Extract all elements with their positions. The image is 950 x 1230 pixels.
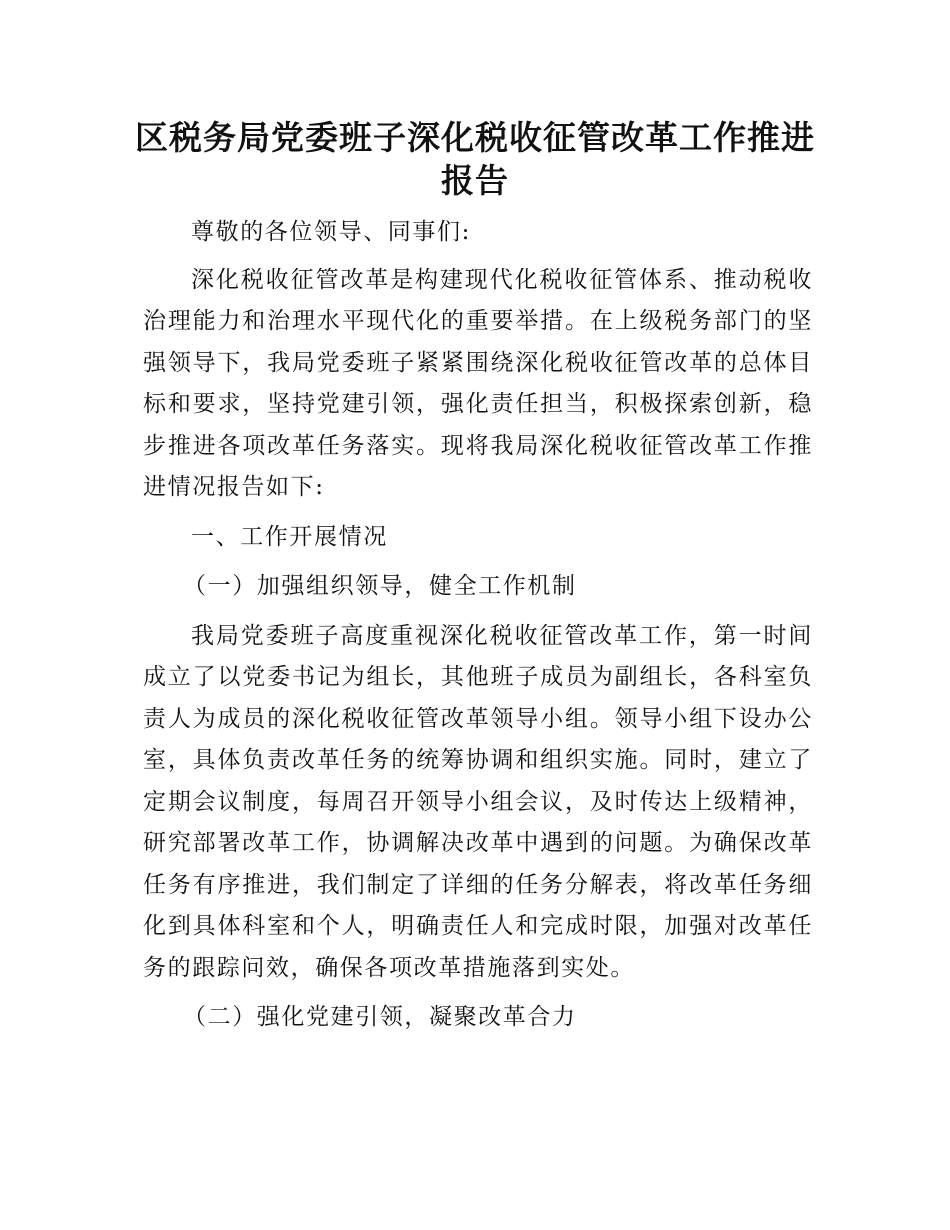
salutation: 尊敬的各位领导、同事们: — [191, 219, 471, 245]
document-title-line-1: 区税务局党委班子深化税收征管改革工作推进 — [135, 118, 815, 157]
section-heading-1: 一、工作开展情况 — [191, 523, 388, 550]
intro-paragraph: 深化税收征管改革是构建现代化税收征管体系、推动税收治理能力和治理水平现代化的重要举措。在上级税务部门的坚强领导下，我局党委班子紧紧围绕深化税收征管改革的总体目标和要求，坚持党建引领，强化责任担当，积极探索创新，稳步推进各项改革任务落实。现将我局深化税收征管改革工作推进情况报告如下: — [143, 266, 813, 500]
document-body — [143, 212, 813, 1047]
subsection-heading-1: （一）加强组织领导，健全工作机制 — [183, 573, 577, 599]
subsection-heading-2: （二）强化党建引领，凝聚改革合力 — [183, 1004, 577, 1030]
subsection-paragraph-1: 我局党委班子高度重视深化税收征管改革工作，第一时间成立了以党委书记为组长，其他班子成员为副组长，各科室负责人为成员的深化税收征管改革领导小组。领导小组下设办公室，具体负责改革任务的统筹协调和组织实施。同时，建立了定期会议制度，每周召开领导小组会议，及时传达上级精神，研究部署改革工作，协调解决改革中遇到的问题。为确保改革任务有序推进，我们制定了详细的任务分解表，将改革任务细化到具体科室和个人，明确责任人和完成时限，加强对改革任务的跟踪问效，确保各项改革措施落到实处。 — [143, 622, 813, 981]
document-title-line-2: 报告 — [441, 161, 509, 200]
